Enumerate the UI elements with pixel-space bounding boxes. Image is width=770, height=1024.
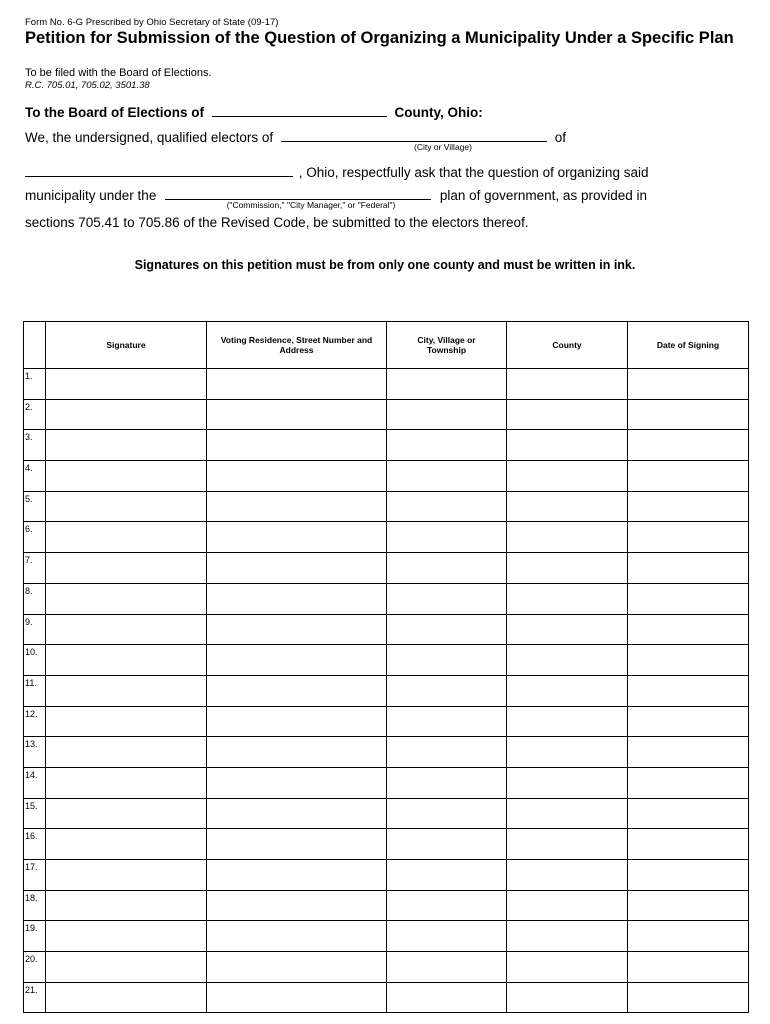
residence-cell[interactable] [207,522,387,553]
date-cell[interactable] [628,399,749,430]
residence-cell[interactable] [207,645,387,676]
city-cell[interactable] [387,952,507,983]
county-cell[interactable] [507,982,628,1013]
row-number: 1. [24,369,46,400]
table-row [24,491,749,522]
row-number: 6. [24,522,46,553]
city-cell[interactable] [387,553,507,584]
board-line [25,104,483,120]
row-number: 20. [24,952,46,983]
signature-cell[interactable] [46,829,207,860]
date-cell[interactable] [628,890,749,921]
ohio-line [25,164,648,180]
table-row [24,675,749,706]
column-header-number [24,322,46,369]
row-number: 12. [24,706,46,737]
residence-cell[interactable] [207,798,387,829]
signature-cell[interactable] [46,952,207,983]
residence-cell[interactable] [207,952,387,983]
table-row [24,829,749,860]
row-number: 11. [24,675,46,706]
table-row [24,706,749,737]
date-cell[interactable] [628,706,749,737]
row-number: 17. [24,860,46,891]
table-row [24,583,749,614]
signature-cell[interactable] [46,491,207,522]
county-cell[interactable] [507,890,628,921]
row-number: 5. [24,491,46,522]
to-board-text: To the Board of Elections of [25,105,205,120]
county-ohio-text: County, Ohio: [394,105,483,120]
residence-cell[interactable] [207,614,387,645]
signature-cell[interactable] [46,798,207,829]
residence-cell[interactable] [207,706,387,737]
date-cell[interactable] [628,921,749,952]
city-cell[interactable] [387,798,507,829]
residence-cell[interactable] [207,399,387,430]
page-title: Petition for Submission of the Question of Organizing a Municipality Under a Specific Plan [25,29,734,47]
signature-cell[interactable] [46,645,207,676]
county-blank[interactable] [212,104,387,117]
signature-cell[interactable] [46,399,207,430]
city-cell[interactable] [387,461,507,492]
row-number: 4. [24,461,46,492]
form-number: Form No. 6-G Prescribed by Ohio Secretary of State (09-17) [25,17,279,28]
city-cell[interactable] [387,921,507,952]
date-cell[interactable] [628,860,749,891]
county-cell[interactable] [507,921,628,952]
signature-cell[interactable] [46,553,207,584]
sections-text: sections 705.41 to 705.86 of the Revised Code, be submitted to the electors thereof. [25,215,529,230]
county-cell[interactable] [507,645,628,676]
table-row [24,890,749,921]
row-number: 2. [24,399,46,430]
table-row [24,737,749,768]
city-cell[interactable] [387,890,507,921]
residence-cell[interactable] [207,829,387,860]
plan-type-label: ("Commission," "City Manager," or "Federal") [226,200,396,210]
row-number: 14. [24,767,46,798]
table-row [24,614,749,645]
residence-cell[interactable] [207,767,387,798]
residence-cell[interactable] [207,491,387,522]
residence-cell[interactable] [207,737,387,768]
county-cell[interactable] [507,399,628,430]
city-cell[interactable] [387,399,507,430]
residence-cell[interactable] [207,921,387,952]
table-row [24,461,749,492]
date-cell[interactable] [628,583,749,614]
municipality-under-text: municipality under the [25,188,157,203]
city-cell[interactable] [387,706,507,737]
city-cell[interactable] [387,737,507,768]
county-cell[interactable] [507,614,628,645]
county-cell[interactable] [507,767,628,798]
signature-cell[interactable] [46,675,207,706]
signature-cell[interactable] [46,522,207,553]
table-row [24,430,749,461]
city-cell[interactable] [387,860,507,891]
municipality-name-blank[interactable] [25,164,293,177]
table-row [24,798,749,829]
county-cell[interactable] [507,798,628,829]
row-number: 15. [24,798,46,829]
signature-cell[interactable] [46,706,207,737]
table-row [24,921,749,952]
ohio-ask-text: , Ohio, respectfully ask that the question of organizing said [298,165,649,180]
date-cell[interactable] [628,982,749,1013]
signature-cell[interactable] [46,921,207,952]
date-cell[interactable] [628,829,749,860]
city-cell[interactable] [387,430,507,461]
row-number: 19. [24,921,46,952]
table-row [24,952,749,983]
county-cell[interactable] [507,369,628,400]
signature-cell[interactable] [46,890,207,921]
column-header-signature: Signature [46,322,207,369]
city-village-blank[interactable] [281,129,547,142]
city-cell[interactable] [387,369,507,400]
table-row [24,860,749,891]
row-number: 13. [24,737,46,768]
table-row [24,982,749,1013]
signature-cell[interactable] [46,982,207,1013]
residence-cell[interactable] [207,675,387,706]
residence-cell[interactable] [207,369,387,400]
of-text: of [554,130,566,145]
county-cell[interactable] [507,706,628,737]
county-cell[interactable] [507,737,628,768]
date-cell[interactable] [628,952,749,983]
county-cell[interactable] [507,583,628,614]
date-cell[interactable] [628,461,749,492]
residence-cell[interactable] [207,461,387,492]
plan-type-blank[interactable] [165,187,431,200]
table-row [24,553,749,584]
signature-cell[interactable] [46,430,207,461]
county-cell[interactable] [507,952,628,983]
county-cell[interactable] [507,553,628,584]
signature-cell[interactable] [46,767,207,798]
signature-cell[interactable] [46,614,207,645]
date-cell[interactable] [628,430,749,461]
date-cell[interactable] [628,645,749,676]
column-header-county: County [507,322,628,369]
table-header-row [24,322,749,369]
signature-cell[interactable] [46,583,207,614]
row-number: 3. [24,430,46,461]
date-cell[interactable] [628,614,749,645]
plan-of-government-text: plan of government, as provided in [439,188,647,203]
city-cell[interactable] [387,645,507,676]
city-or-village-label: (City or Village) [414,142,472,152]
city-cell[interactable] [387,522,507,553]
column-header-date: Date of Signing [628,322,749,369]
table-row [24,767,749,798]
residence-cell[interactable] [207,430,387,461]
signature-table [23,321,749,1013]
filed-with-text: To be filed with the Board of Elections. [25,67,212,79]
row-number: 10. [24,645,46,676]
date-cell[interactable] [628,675,749,706]
residence-cell[interactable] [207,890,387,921]
residence-cell[interactable] [207,553,387,584]
column-header-city: City, Village or Township [387,322,507,369]
signature-cell[interactable] [46,737,207,768]
city-cell[interactable] [387,982,507,1013]
signature-cell[interactable] [46,461,207,492]
row-number: 21. [24,982,46,1013]
residence-cell[interactable] [207,583,387,614]
row-number: 18. [24,890,46,921]
county-cell[interactable] [507,461,628,492]
date-cell[interactable] [628,522,749,553]
city-cell[interactable] [387,583,507,614]
ink-notice: Signatures on this petition must be from only one county and must be written in ink. [134,258,636,272]
date-cell[interactable] [628,369,749,400]
date-cell[interactable] [628,737,749,768]
city-cell[interactable] [387,491,507,522]
table-row [24,399,749,430]
county-cell[interactable] [507,522,628,553]
county-cell[interactable] [507,860,628,891]
signature-cell[interactable] [46,369,207,400]
residence-cell[interactable] [207,982,387,1013]
city-cell[interactable] [387,675,507,706]
column-header-residence: Voting Residence, Street Number and Address [207,322,387,369]
signature-cell[interactable] [46,860,207,891]
city-cell[interactable] [387,614,507,645]
date-cell[interactable] [628,767,749,798]
row-number: 16. [24,829,46,860]
row-number: 7. [24,553,46,584]
city-cell[interactable] [387,829,507,860]
residence-cell[interactable] [207,860,387,891]
row-number: 8. [24,583,46,614]
undersigned-text: We, the undersigned, qualified electors of [25,130,274,145]
table-row [24,369,749,400]
county-cell[interactable] [507,675,628,706]
county-cell[interactable] [507,491,628,522]
city-cell[interactable] [387,767,507,798]
date-cell[interactable] [628,798,749,829]
date-cell[interactable] [628,491,749,522]
table-row [24,645,749,676]
county-cell[interactable] [507,829,628,860]
date-cell[interactable] [628,553,749,584]
revised-code: R.C. 705.01, 705.02, 3501.38 [25,80,150,91]
table-row [24,522,749,553]
row-number: 9. [24,614,46,645]
county-cell[interactable] [507,430,628,461]
